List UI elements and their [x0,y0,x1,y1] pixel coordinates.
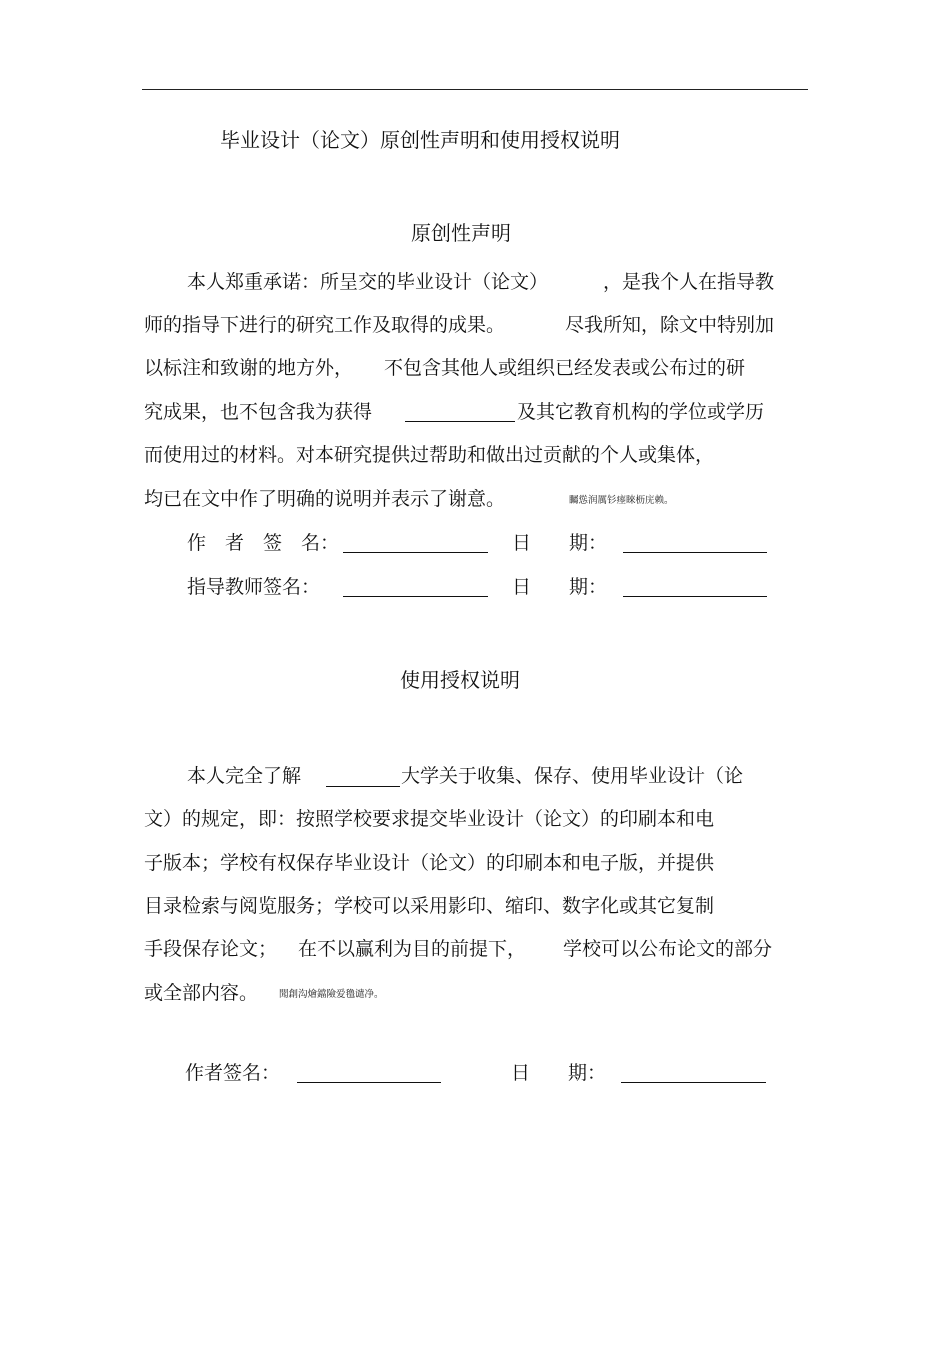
authorization-line-5a: 手段保存论文； [144,938,278,960]
authorization-line-1b: 大学关于收集、保存、使用毕业设计（论 [401,765,744,787]
authorization-line-1a: 本人完全了解 [187,765,302,787]
advisor-date-line [623,596,767,597]
authorization-line-4: 目录检索与阅览服务；学校可以采用影印、缩印、数字化或其它复制 [144,895,715,917]
originality-heading: 原创性声明 [411,221,511,245]
originality-line-4a: 究成果，也不包含我为获得 [144,401,373,423]
advisor-signature-line [343,596,488,597]
document-title: 毕业设计（论文）原创性声明和使用授权说明 [220,128,620,152]
originality-line-3b: 不包含其他人或组织已经发表或公布过的研 [384,357,746,379]
author-date-line-2 [621,1082,766,1083]
originality-line-3a: 以标注和致谢的地方外， [144,357,354,379]
header-rule [142,89,808,90]
originality-line-1a: 本人郑重承诺：所呈交的毕业设计（论文） [187,271,549,293]
author-date-line [623,552,767,553]
originality-line-2b: 尽我所知，除文中特别加 [565,314,775,336]
authorization-noise-text: 聞創沟燴鐺險爱氇谴净。 [279,989,384,1000]
authorization-heading: 使用授权说明 [400,668,520,692]
authorization-line-6: 或全部内容。 [144,982,259,1004]
author-signature-line [343,552,488,553]
advisor-signature-label: 指导教师签名： [187,576,321,598]
author-date-label-2: 日 期： [511,1062,607,1084]
originality-line-1b: ，是我个人在指导教 [603,271,775,293]
advisor-date-label: 日 期： [512,576,608,598]
university-blank-line [326,786,400,787]
authorization-line-2: 文）的规定，即：按照学校要求提交毕业设计（论文）的印刷本和电 [144,808,715,830]
originality-line-5: 而使用过的材料。对本研究提供过帮助和做出过贡献的个人或集体， [144,444,715,466]
author-date-label: 日 期： [512,532,608,554]
authorization-line-3: 子版本；学校有权保存毕业设计（论文）的印刷本和电子版，并提供 [144,852,715,874]
originality-line-2a: 师的指导下进行的研究工作及取得的成果。 [144,314,506,336]
originality-line-6: 均已在文中作了明确的说明并表示了谢意。 [144,488,506,510]
authorization-line-5c: 学校可以公布论文的部分 [563,938,773,960]
author-signature-label: 作 者 签 名： [187,532,340,554]
author-signature-label-2: 作者签名： [185,1062,281,1084]
authorization-line-5b: 在不以赢利为目的前提下， [298,938,527,960]
author-signature-line-2 [297,1082,441,1083]
degree-blank-line [405,421,515,422]
originality-line-4b: 及其它教育机构的学位或学历 [517,401,765,423]
originality-noise-text: 矚慫润厲钐瘗睞枥庑赖。 [569,495,674,506]
